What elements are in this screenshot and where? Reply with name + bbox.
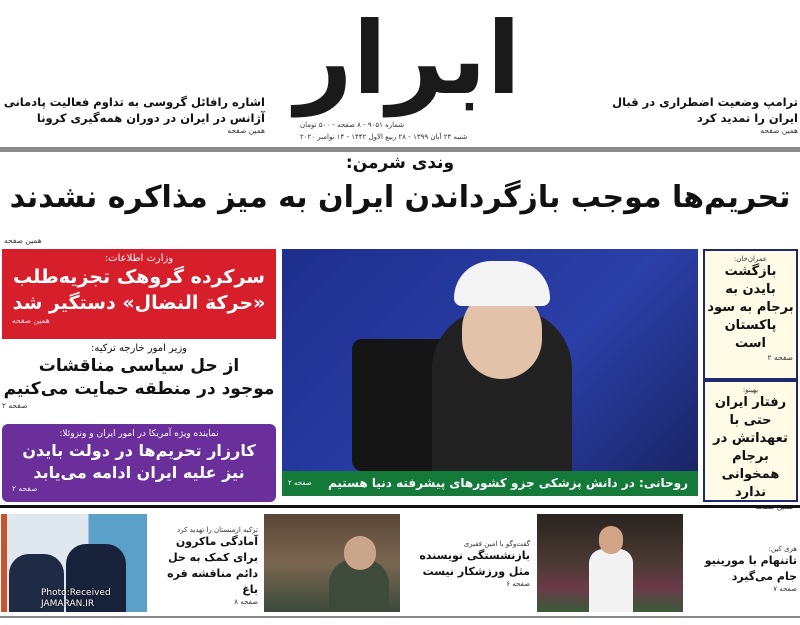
page-ref: همین صفحه [4,236,42,245]
divider [0,616,800,618]
headline-line: موجود در منطقه حمایت می‌کنیم [3,379,275,399]
side-news-1[interactable] [703,249,798,380]
page-ref: همین صفحه [12,316,50,325]
jersey-shape [589,549,633,612]
photo-watermark [41,588,111,610]
headline-line: سرکرده گروهک تجزیه‌طلب [13,266,265,288]
page-ref: صفحه ۷ [773,585,797,593]
page-ref: صفحه ۲ [2,401,28,410]
face-shape [344,536,376,570]
macron-photo[interactable] [1,514,147,612]
headline-line: کارزار تحریم‌ها در دولت بایدن [22,441,256,460]
newspaper-logo: ابرار [295,0,521,117]
watermark-line: Photo:Received [41,588,111,598]
red-box-news[interactable] [2,249,276,339]
kicker: بهینو: [742,386,759,394]
headline: بازنشستگی نویسنده مثل ورزشکار نیست [419,549,530,578]
kicker: هری کین: [768,545,797,553]
page-ref: صفحه ۸ [234,598,258,606]
face-shape [599,526,623,554]
page-ref: همین صفحه [227,126,265,135]
page-ref: صفحه ۲ [12,484,38,493]
bottom-news-2[interactable] [406,540,530,588]
kicker: گفت‌وگو با امین فقیری [463,540,530,548]
divider [0,505,800,508]
headline: بازگشت بایدن به برجام به سود پاکستان است [707,264,794,351]
rouhani-photo[interactable] [282,249,698,471]
date-line: شنبه ۲۴ آبان ۱۳۹۹ - ۲۸ ربیع الاول ۱۴۴۲ - ۱۴ نوامبر ۲۰۲۰ [300,133,468,141]
watermark-line: JAMARAN.IR [41,599,95,609]
page-ref: همین صفحه [760,126,798,135]
headline-line: «حرکة النضال» دستگیر شد [12,292,266,314]
caption-text: روحانی: در دانش پزشکی جزو کشورهای پیشرفته دنیا هستیم [327,476,688,490]
headline: رفتار ایران حتی با تعهداتش در برجام همخوانی ندارد [713,395,788,500]
kicker: ترکیه ارمنستان را تهدید کرد [177,526,258,534]
top-left-title: اشاره رافائل گروسی به تداوم فعالیت پادمانی آژانس در ایران در دوران همه‌گیری کرونا [3,95,265,125]
bottom-news-1[interactable] [150,526,258,606]
lead-headline[interactable]: تحریم‌ها موجب بازگرداندن ایران به میز مذاکره نشدند [9,180,791,215]
kicker: عمران‌خان: [733,255,768,263]
headline-line: نیز علیه ایران ادامه می‌یابد [33,463,245,482]
lead-kicker: وندی شرمن: [345,153,455,173]
harry-kane-photo[interactable] [537,514,683,612]
turkey-news[interactable] [2,342,276,411]
photo-caption [282,471,698,496]
headline-line: از حل سیاسی مناقشات [38,356,240,376]
faghiri-photo[interactable] [264,514,400,612]
side-news-2[interactable] [703,380,798,502]
top-left-news[interactable] [0,94,265,135]
issue-line: شماره ۹۰۵۱ - ۸ صفحه - ۵۰۰ تومان [300,121,405,129]
kicker: وزارت اطلاعات: [104,253,174,264]
bottom-news-3[interactable] [687,545,797,593]
kicker: نماینده ویژه آمریکا در امور ایران و ونزوئلا: [59,429,219,439]
page-ref: صفحه ۶ [506,580,530,588]
top-right-news[interactable] [600,94,798,135]
purple-box-news[interactable] [2,424,276,502]
divider [0,147,800,152]
kicker: وزیر امور خارجه ترکیه: [90,343,188,354]
turban-shape [454,261,550,306]
headline: آمادگی ماکرون برای کمک به حل دائم مناقشه قره باغ [167,535,258,596]
headline: تاتنهام با مورینیو جام می‌گیرد [704,554,797,583]
page-ref: صفحه ۲ [767,353,793,362]
top-right-title: ترامپ وضعیت اضطراری در قبال ایران را تمدید کرد [612,95,798,125]
page-ref: صفحه ۲ [288,479,312,487]
